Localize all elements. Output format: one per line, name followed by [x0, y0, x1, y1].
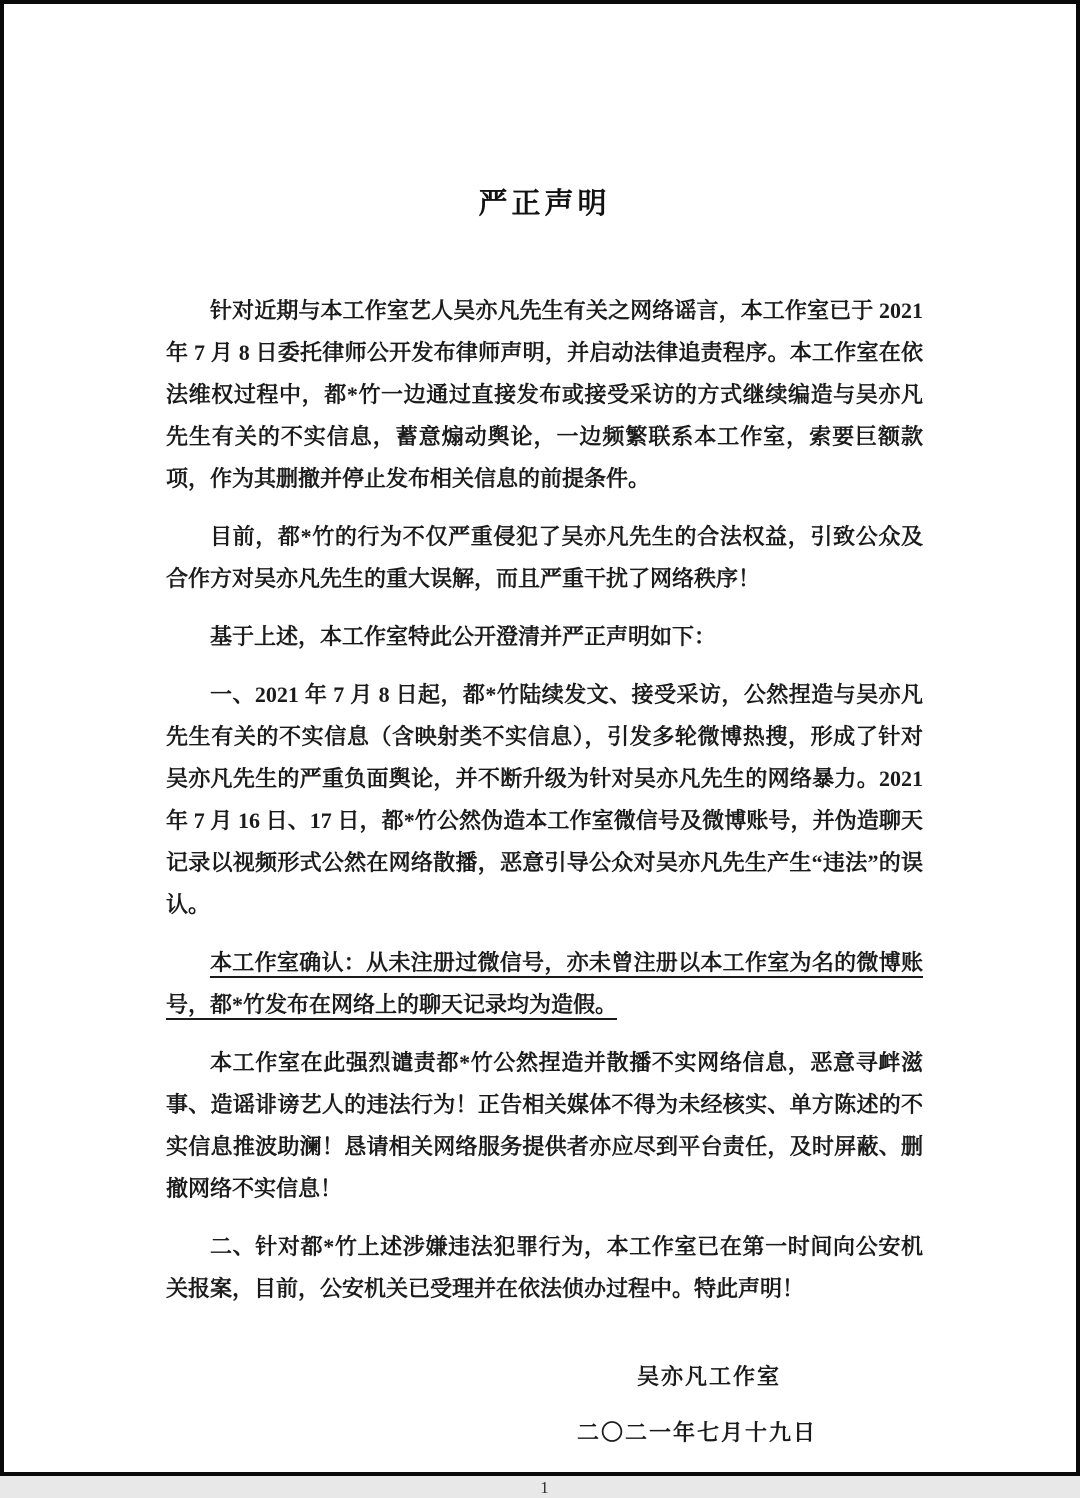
signature-block [166, 1356, 923, 1454]
statement-paragraph-confirmation-underlined: 本工作室确认：从未注册过微信号，亦未曾注册以本工作室为名的微博账号，都*竹发布在网络上的聊天记录均为造假。 [166, 950, 923, 1017]
statement-paragraph-current-harm: 目前，都*竹的行为不仅严重侵犯了吴亦凡先生的合法权益，引致公众及合作方对吴亦凡先生的重大误解，而且严重干扰了网络秩序！ [166, 524, 923, 591]
statement-paragraph-item-two: 二、针对都*竹上述涉嫌违法犯罪行为，本工作室已在第一时间向公安机关报案，目前，公安机关已受理并在依法侦办过程中。特此声明！ [166, 1234, 923, 1301]
statement-paragraph-intro: 针对近期与本工作室艺人吴亦凡先生有关之网络谣言，本工作室已于 2021 年 7 月 8 日委托律师公开发布律师声明，并启动法律追责程序。本工作室在依法维权过程中，都*竹一边通过直接发布或接受采访的方式继续编造与吴亦凡先生有关的不实信息，蓄意煽动舆论，一边频繁联系本工作室，索要巨额款项，作为其删撤并停止发布相关信息的前提条件。 [166, 298, 923, 491]
document-content [4, 4, 1076, 1498]
signature-studio-name: 吴亦凡工作室 [636, 1364, 781, 1389]
signature-date: 二〇二一年七月十九日 [576, 1420, 817, 1445]
statement-paragraph-condemnation: 本工作室在此强烈谴责都*竹公然捏造并散播不实网络信息，恶意寻衅滋事、造谣诽谤艺人的违法行为！正告相关媒体不得为未经核实、单方陈述的不实信息推波助澜！恳请相关网络服务提供者亦应尽到平台责任，及时屏蔽、删撤网络不实信息！ [166, 1050, 923, 1201]
page-number: 1 [540, 1478, 549, 1497]
document-title: 严正声明 [478, 188, 611, 220]
statement-paragraph-item-one: 一、2021 年 7 月 8 日起，都*竹陆续发文、接受采访，公然捏造与吴亦凡先生有关的不实信息（含映射类不实信息），引发多轮微博热搜，形成了针对吴亦凡先生的严重负面舆论，并不断升级为针对吴亦凡先生的网络暴力。2021 年 7 月 16 日、17 日，都*竹公然伪造本工作室微信号及微博账号，并伪造聊天记录以视频形式公然在网络散播，恶意引导公众对吴亦凡先生产生“违法”的误认。 [166, 682, 923, 917]
statement-paragraph-lead-in: 基于上述，本工作室特此公开澄清并严正声明如下： [210, 624, 717, 649]
